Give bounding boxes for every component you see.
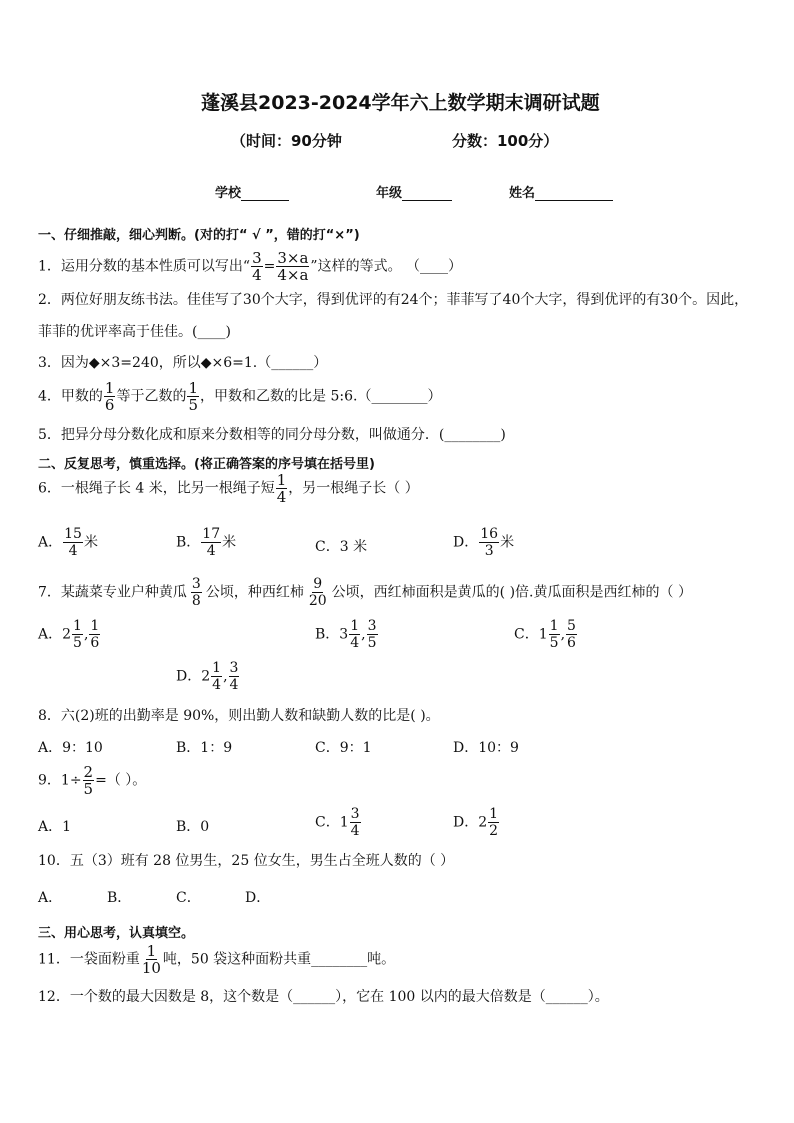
fraction: $\frac{3}{4}$ (252, 249, 262, 284)
school-blank[interactable] (241, 186, 289, 201)
fraction: $\frac{3}{4}$ (229, 660, 239, 693)
fraction: $\frac{3\times a}{4\times a}$ (277, 249, 309, 284)
name-blank[interactable] (535, 186, 613, 201)
q7-option-c[interactable]: C．1 $\frac{1}{5}$ , $\frac{5}{6}$ (514, 618, 576, 651)
grade-blank[interactable] (402, 186, 452, 201)
fraction: $\frac{1}{5}$ (549, 618, 559, 651)
school-label: 学校 (215, 186, 242, 201)
section-3-heading: 三、用心思考，认真填空。 (38, 926, 195, 941)
section-2-heading: 二、反复思考，慎重选择。(将正确答案的序号填在括号里) (38, 457, 375, 472)
fraction: $\frac{1}{4}$ (212, 660, 222, 693)
fraction: $\frac{17}{4}$ (202, 526, 221, 559)
grade-label: 年级 (376, 186, 403, 201)
question-2-line-1: 2．两位好朋友练书法。佳佳写了30个大字，得到优评的有24个；菲菲写了40个大字，得到优评的有30个。因此， (38, 292, 749, 308)
fraction: $\frac{1}{4}$ (350, 618, 360, 651)
fraction: $\frac{1}{10}$ (141, 942, 161, 977)
fraction: $\frac{15}{4}$ (64, 526, 82, 559)
fraction: $\frac{1}{6}$ (104, 379, 115, 414)
exam-score: 分数：100分） (452, 132, 559, 150)
q6-option-a[interactable]: A． $\frac{15}{4}$ 米 (38, 526, 98, 559)
question-3: 3．因为◆×3=240，所以◆×6=1.（______） (38, 355, 328, 371)
fraction: $\frac{3}{5}$ (367, 618, 377, 651)
section-1-heading: 一、仔细推敲，细心判断。(对的打“ √ ”，错的打“×”) (38, 228, 360, 243)
q9-option-a[interactable]: A．1 (38, 819, 72, 835)
question-11: 11．一袋面粉重 $\frac{1}{10}$ 吨，50 袋这种面粉共重________吨。 (38, 942, 396, 977)
q8-option-d[interactable]: D．10：9 (453, 740, 519, 756)
fraction: $\frac{9}{20}$ (308, 576, 327, 609)
q10-option-d[interactable]: D． (245, 890, 271, 906)
q7-option-d[interactable]: D．2 $\frac{1}{4}$ , $\frac{3}{4}$ (176, 660, 239, 693)
q10-option-c[interactable]: C． (176, 890, 201, 906)
question-10: 10．五（3）班有 28 位男生，25 位女生，男生占全班人数的（ ） (38, 853, 455, 869)
exam-time: （时间：90分钟 (231, 132, 342, 150)
q6-option-c[interactable]: C．3 米 (315, 539, 368, 555)
fraction: $\frac{16}{3}$ (480, 526, 499, 559)
question-12: 12．一个数的最大因数是 8，这个数是（______），它在 100 以内的最大倍数是（______）。 (38, 989, 609, 1005)
q10-option-a[interactable]: A． (38, 890, 63, 906)
question-9: 9．1÷ $\frac{2}{5}$ =（ ）。 (38, 763, 147, 798)
question-8: 8．六(2)班的出勤率是 90%，则出勤人数和缺勤人数的比是( )。 (38, 708, 440, 724)
fraction: $\frac{1}{2}$ (489, 806, 499, 839)
q6-option-d[interactable]: D． $\frac{16}{3}$ 米 (453, 526, 515, 559)
q6-option-b[interactable]: B． $\frac{17}{4}$ 米 (176, 526, 237, 559)
fraction: $\frac{1}{6}$ (90, 618, 100, 651)
fraction: $\frac{5}{6}$ (567, 618, 576, 651)
fraction: $\frac{1}{4}$ (276, 471, 287, 506)
q7-option-b[interactable]: B．3 $\frac{1}{4}$ , $\frac{3}{5}$ (315, 618, 377, 651)
question-1: 1．运用分数的基本性质可以写出“ $\frac{3}{4}$ = $\frac{3\times a}{4\times a}$ ”这样的等式。 （____） (38, 249, 463, 284)
fraction: $\frac{3}{8}$ (191, 576, 201, 609)
question-7: 7．某蔬菜专业户种黄瓜 $\frac{3}{8}$ 公顷，种西红柿 $\frac{9}{20}$ 公顷，西红柿面积是黄瓜的( )倍.黄瓜面积是西红柿的（ ） (38, 576, 692, 609)
page-title: 蓬溪县2023-2024学年六上数学期末调研试题 (201, 92, 600, 114)
fraction: $\frac{3}{4}$ (350, 806, 360, 839)
question-2-line-2: 菲菲的优评率高于佳佳。(____) (38, 324, 231, 340)
grade-field[interactable] (376, 182, 452, 201)
name-label: 姓名 (509, 186, 536, 201)
fraction: $\frac{1}{5}$ (188, 379, 199, 414)
fraction: $\frac{1}{5}$ (73, 618, 82, 651)
q8-option-c[interactable]: C．9：1 (315, 740, 372, 756)
q8-option-b[interactable]: B．1：9 (176, 740, 233, 756)
q9-option-c[interactable]: C．1 $\frac{3}{4}$ (315, 806, 360, 839)
question-6: 6．一根绳子长 4 米，比另一根绳子短 $\frac{1}{4}$ ，另一根绳子长（ ） (38, 471, 419, 506)
name-field[interactable] (509, 182, 613, 201)
q8-option-a[interactable]: A．9：10 (38, 740, 103, 756)
question-5: 5．把异分母分数化成和原来分数相等的同分母分数，叫做通分．(________) (38, 427, 506, 443)
q9-option-b[interactable]: B．0 (176, 819, 210, 835)
q9-option-d[interactable]: D．2 $\frac{1}{2}$ (453, 806, 499, 839)
fraction: $\frac{2}{5}$ (83, 763, 94, 798)
question-4: 4．甲数的 $\frac{1}{6}$ 等于乙数的 $\frac{1}{5}$ ，甲数和乙数的比是 5:6.（________） (38, 379, 442, 414)
school-field[interactable] (215, 182, 289, 201)
q7-option-a[interactable]: A．2 $\frac{1}{5}$ , $\frac{1}{6}$ (38, 618, 100, 651)
q10-option-b[interactable]: B． (107, 890, 132, 906)
